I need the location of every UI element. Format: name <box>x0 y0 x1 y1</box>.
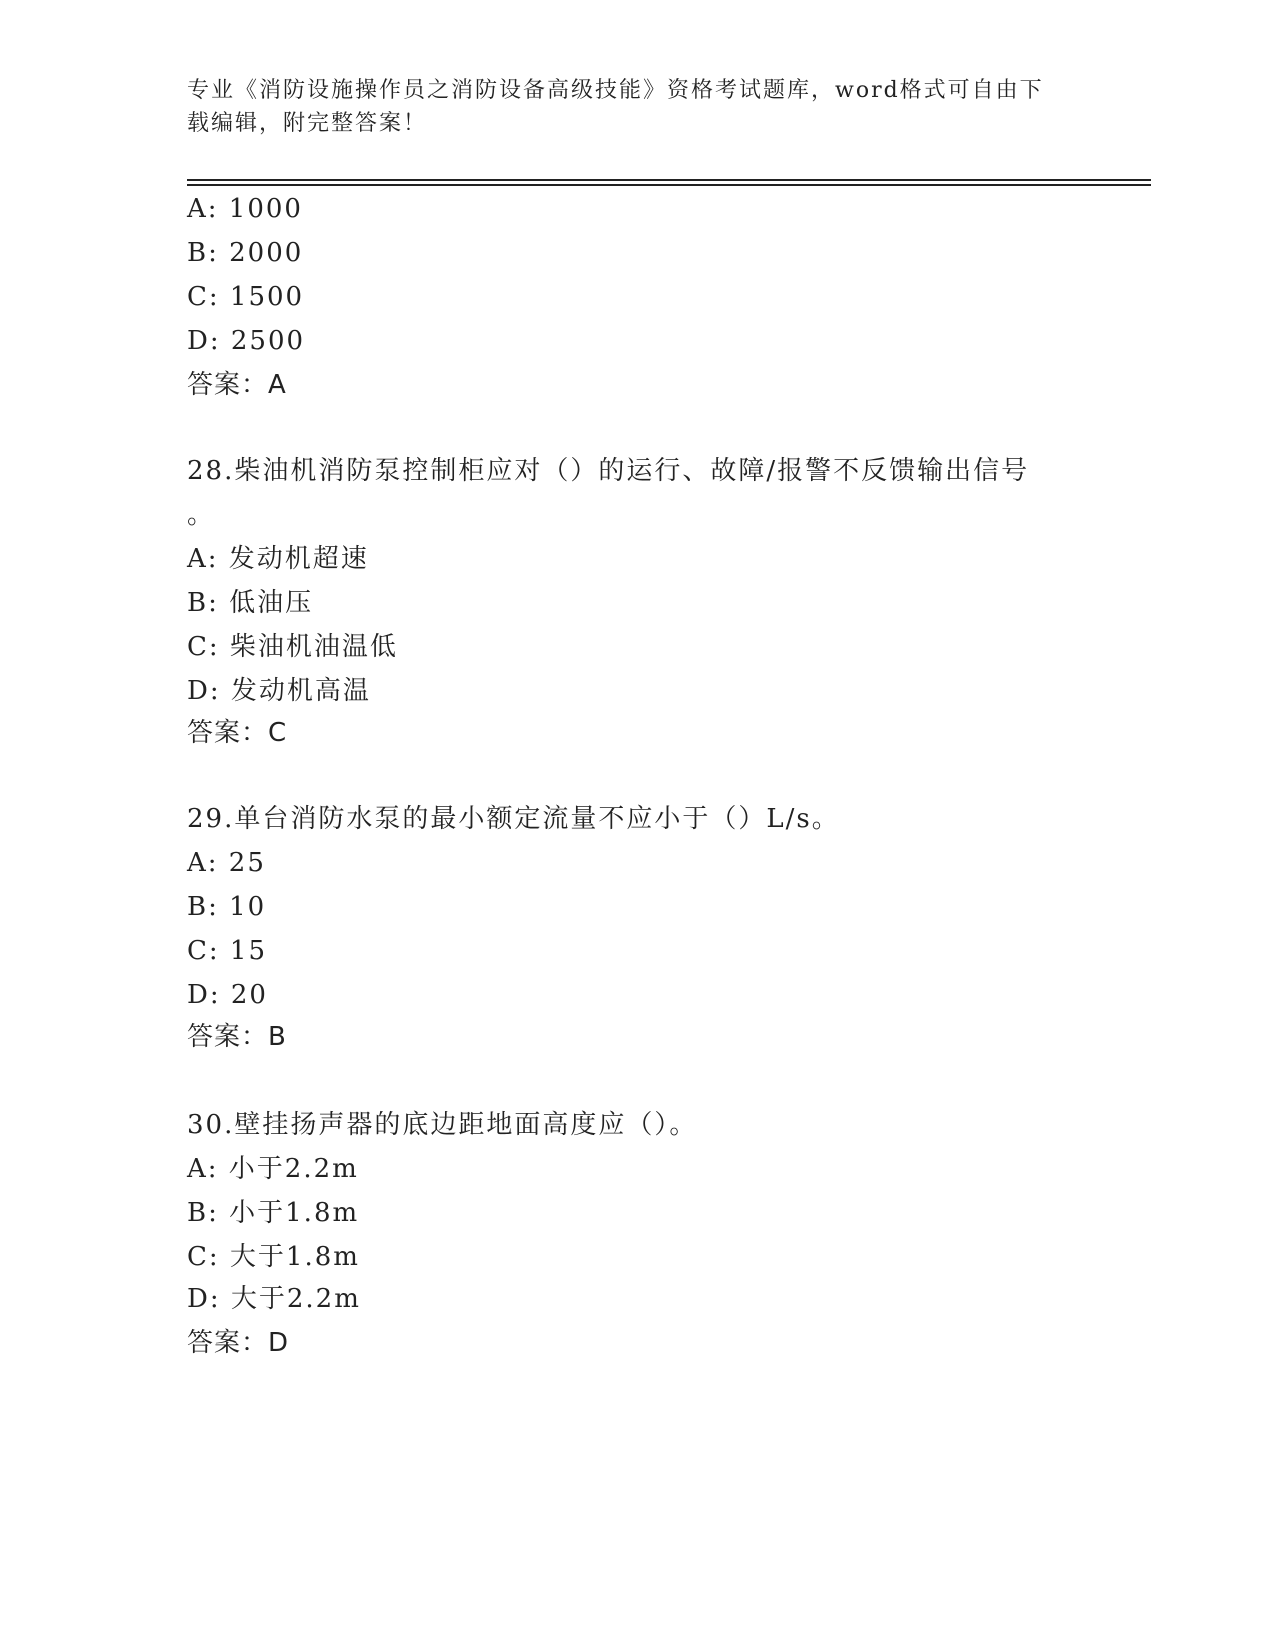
q28-option-a: A: 发动机超速 <box>187 544 369 574</box>
q29-option-a: A: 25 <box>187 848 266 878</box>
q27-option-b: B: 2000 <box>187 238 304 268</box>
q29-answer: 答案：B <box>187 1022 287 1052</box>
q29-option-d: D: 20 <box>187 980 268 1010</box>
q28-option-b: B: 低油压 <box>187 588 314 618</box>
header-divider-bottom <box>187 184 1151 186</box>
q28-stem-line-1: 28.柴油机消防泵控制柜应对（）的运行、故障/报警不反馈输出信号 <box>187 456 1030 486</box>
q30-option-d: D: 大于2.2m <box>187 1284 361 1314</box>
document-header <box>187 74 1067 140</box>
header-line-2: 载编辑，附完整答案！ <box>187 111 428 136</box>
header-divider-top <box>187 179 1151 181</box>
q28-stem-line-2: 。 <box>187 500 216 530</box>
q30-option-a: A: 小于2.2m <box>187 1154 359 1184</box>
q30-option-b: B: 小于1.8m <box>187 1198 360 1228</box>
q27-answer: 答案：A <box>187 370 287 400</box>
q29-stem: 29.单台消防水泵的最小额定流量不应小于（）L/s。 <box>187 804 840 834</box>
q30-option-c: C: 大于1.8m <box>187 1242 360 1272</box>
q30-answer: 答案：D <box>187 1328 290 1358</box>
header-line-1: 专业《消防设施操作员之消防设备高级技能》资格考试题库，word格式可自由下 <box>187 78 1044 103</box>
q27-option-a: A: 1000 <box>187 194 303 224</box>
q29-option-b: B: 10 <box>187 892 267 922</box>
q27-option-d: D: 2500 <box>187 326 306 356</box>
q28-option-d: D: 发动机高温 <box>187 676 371 706</box>
q28-option-c: C: 柴油机油温低 <box>187 632 398 662</box>
q30-stem: 30.壁挂扬声器的底边距地面高度应（）。 <box>187 1110 698 1140</box>
q29-option-c: C: 15 <box>187 936 268 966</box>
q28-answer: 答案：C <box>187 718 288 748</box>
q27-option-c: C: 1500 <box>187 282 305 312</box>
